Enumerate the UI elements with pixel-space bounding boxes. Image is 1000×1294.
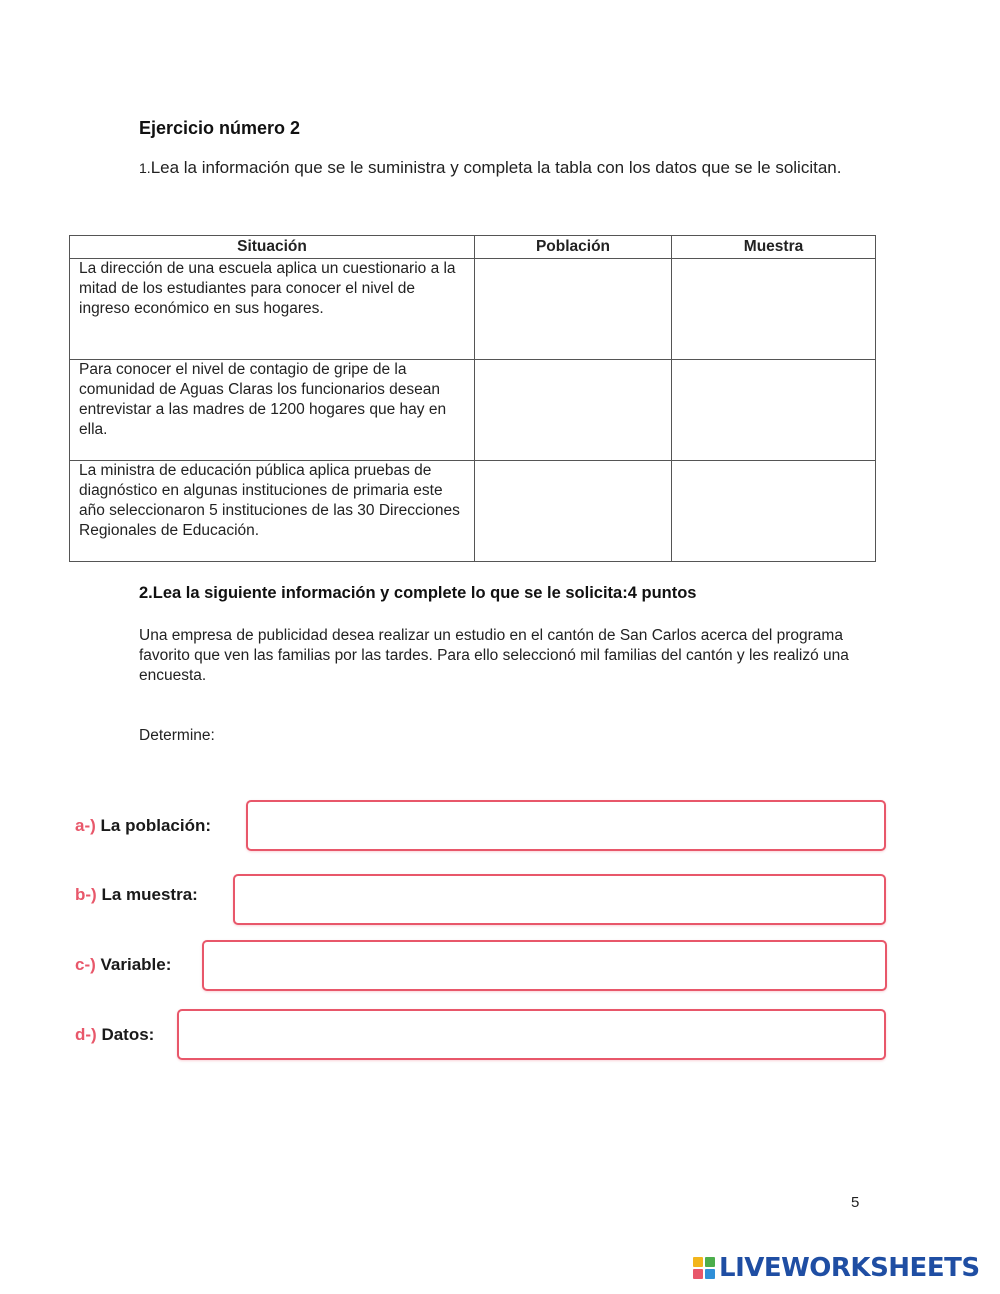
table-header-row [70, 236, 876, 259]
sample-answer-box[interactable] [233, 874, 886, 925]
question-label-population: a-) La población: [75, 816, 212, 835]
sample-cell[interactable] [672, 259, 876, 360]
header-sample: Muestra [672, 236, 876, 259]
situation-cell: Para conocer el nivel de contagio de gripe de la comunidad de Aguas Claras los funcionarios desean entrevistar a las madres de 1200 hogares que hay en ella. [70, 360, 475, 461]
data-answer-box[interactable] [177, 1009, 886, 1060]
population-cell[interactable] [475, 360, 672, 461]
table-row [70, 259, 876, 360]
header-situation: Situación [70, 236, 475, 259]
population-answer-box[interactable] [246, 800, 886, 851]
determine-label: Determine: [139, 727, 215, 744]
section2-title: 2.Lea la siguiente información y complete lo que se le solicita:4 puntos [139, 584, 697, 602]
variable-answer-box[interactable] [202, 940, 887, 991]
question-label-variable: c-) Variable: [75, 955, 172, 974]
instruction [139, 156, 869, 180]
question-label-data: d-) Datos: [75, 1025, 155, 1044]
sample-cell[interactable] [672, 360, 876, 461]
page-number: 5 [851, 1194, 860, 1211]
section2-paragraph: Una empresa de publicidad desea realizar un estudio en el cantón de San Carlos acerca del programa favorito que ven las familias por las tardes. Para ello seleccionó mil familias del cantón y les realizó una encuesta. [139, 627, 849, 684]
population-cell[interactable] [475, 461, 672, 562]
population-cell[interactable] [475, 259, 672, 360]
sample-cell[interactable] [672, 461, 876, 562]
situation-table [69, 235, 876, 562]
table-row [70, 461, 876, 562]
instruction-number: 1. [139, 160, 151, 176]
situation-cell: La dirección de una escuela aplica un cuestionario a la mitad de los estudiantes para conocer el nivel de ingreso económico en sus hogares. [70, 259, 475, 360]
question-label-sample: b-) La muestra: [75, 885, 198, 904]
table-row [70, 360, 876, 461]
liveworksheets-icon [693, 1257, 715, 1279]
instruction-text: Lea la información que se le suministra y completa la tabla con los datos que se le solicitan. [150, 158, 842, 177]
brand-name: LIVEWORKSHEETS [719, 1253, 980, 1283]
situation-cell: La ministra de educación pública aplica pruebas de diagnóstico en algunas instituciones de primaria este año seleccionaron 5 instituciones de las 30 Direcciones Regionales de Educación. [70, 461, 475, 562]
exercise-heading: Ejercicio número 2 [139, 118, 301, 138]
header-population: Población [475, 236, 672, 259]
liveworksheets-logo [693, 1252, 980, 1284]
